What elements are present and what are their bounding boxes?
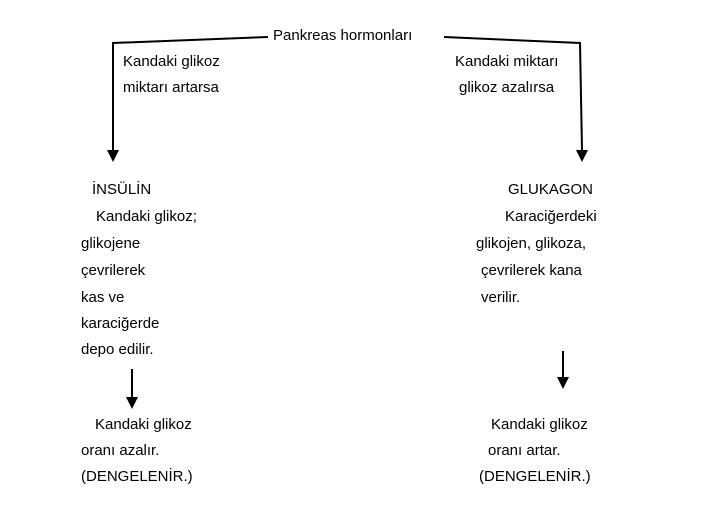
right-result-line-3: (DENGELENİR.) (479, 468, 591, 485)
left-result-arrowhead (126, 397, 138, 409)
left-effect-line-4: kas ve (81, 289, 125, 306)
right-arrowhead (576, 150, 588, 162)
left-effect-line-5: karaciğerde (81, 315, 160, 332)
right-effect-line-4: verilir. (481, 289, 521, 306)
right-effect-line-2: glikojen, glikoza, (476, 235, 587, 252)
right-result-line-2: oranı artar. (488, 442, 561, 459)
right-effect-line-1: Karaciğerdeki (505, 208, 597, 225)
left-result-line-1: Kandaki glikoz (95, 416, 192, 433)
left-effect-line-6: depo edilir. (81, 341, 154, 358)
left-effect-line-2: glikojene (81, 235, 141, 252)
left-condition-line-1: Kandaki glikoz (123, 53, 220, 70)
left-effect-line-1: Kandaki glikoz; (96, 208, 197, 225)
left-result-line-2: oranı azalır. (81, 442, 160, 459)
right-hormone-name: GLUKAGON (508, 181, 594, 198)
right-result-line-1: Kandaki glikoz (491, 416, 588, 433)
left-hormone-name: İNSÜLİN (92, 181, 152, 198)
right-condition-line-2: glikoz azalırsa (459, 79, 555, 96)
left-condition-line-2: miktarı artarsa (123, 79, 219, 96)
left-arrowhead (107, 150, 119, 162)
right-result-arrowhead (557, 377, 569, 389)
right-effect-line-3: çevrilerek kana (481, 262, 582, 279)
diagram-title: Pankreas hormonları (273, 27, 413, 44)
left-effect-line-3: çevrilerek (81, 262, 146, 279)
right-condition-line-1: Kandaki miktarı (455, 53, 559, 70)
left-result-line-3: (DENGELENİR.) (81, 468, 193, 485)
